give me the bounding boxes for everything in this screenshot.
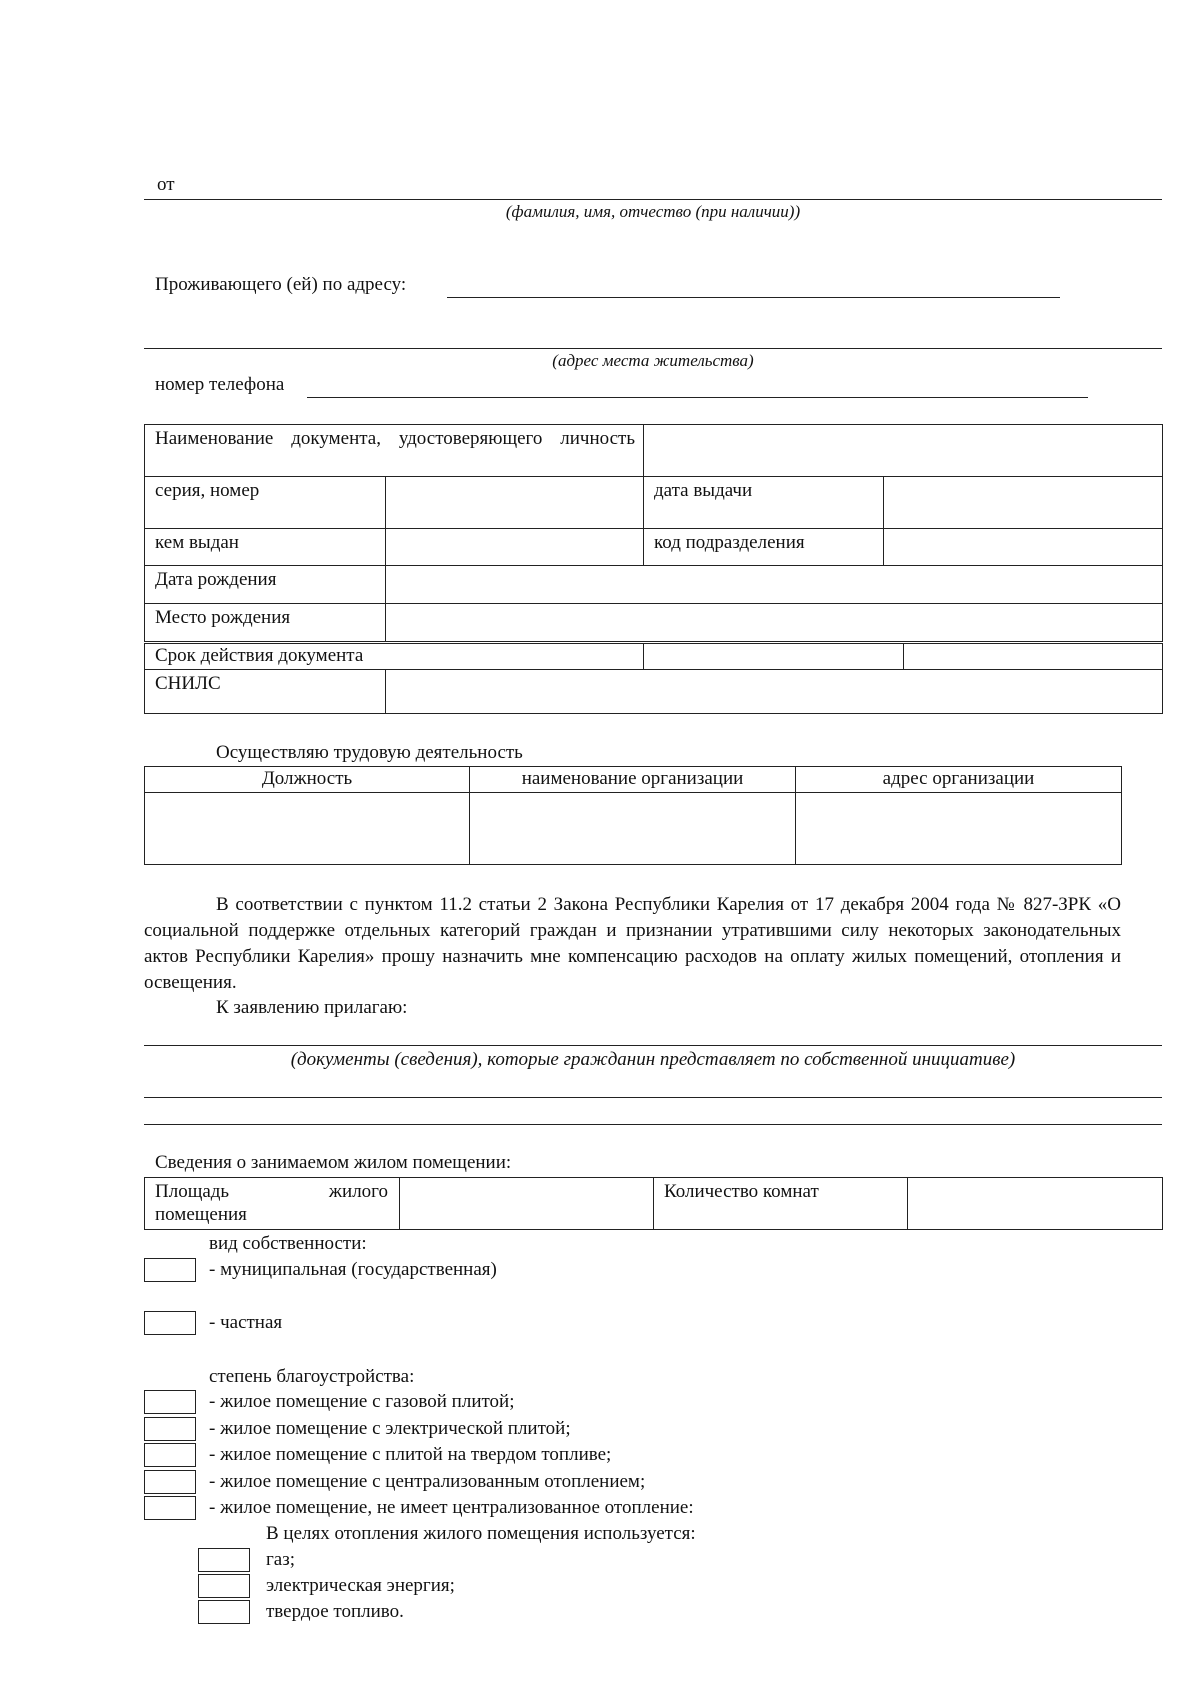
request-paragraph <box>144 892 1121 996</box>
area-label: Площадь жилого помещения <box>155 1181 388 1225</box>
address-label: Проживающего (ей) по адресу: <box>155 274 407 295</box>
heating-gas-checkbox[interactable] <box>198 1548 250 1572</box>
id-document-table <box>144 424 1163 642</box>
validity-table <box>144 643 1163 670</box>
division-code-field[interactable] <box>884 529 1163 566</box>
amenity-central-heating-checkbox[interactable] <box>144 1470 196 1494</box>
heating-electric-checkbox[interactable] <box>198 1574 250 1598</box>
work-table <box>144 766 1122 865</box>
work-intro: Осуществляю трудовую деятельность <box>216 742 523 763</box>
validity-from-field[interactable] <box>644 644 904 670</box>
validity-label: Срок действия документа <box>145 644 644 670</box>
attach-caption: (документы (сведения), которые гражданин представляет по собственной инициативе) <box>290 1049 1016 1070</box>
amenity-no-central-heating-checkbox[interactable] <box>144 1496 196 1520</box>
request-text: В соответствии с пунктом 11.2 статьи 2 Закона Республики Карелия от 17 декабря 2004 года № 827-ЗРК «О социальной поддержке отдельных категорий граждан и признании утратившими силу некоторых законодательных актов Республики Карелия» прошу назначить мне компенсацию расходов на оплату жилых помещений, отопления и освещения. <box>144 894 1121 993</box>
series-field[interactable] <box>386 477 644 529</box>
series-label: серия, номер <box>145 477 386 529</box>
doc-name-label: Наименование документа, удостоверяющего личность <box>155 428 635 449</box>
amenity-central-heating-label: - жилое помещение с централизованным отоплением; <box>209 1471 646 1492</box>
issue-date-label: дата выдачи <box>644 477 884 529</box>
attach-line-1[interactable] <box>144 1045 1162 1046</box>
ownership-private-checkbox[interactable] <box>144 1311 196 1335</box>
snils-table <box>144 669 1163 714</box>
validity-to-field[interactable] <box>904 644 1163 670</box>
ownership-label: вид собственности: <box>209 1233 367 1254</box>
heating-solid-fuel-label: твердое топливо. <box>266 1601 404 1622</box>
amenity-gas-stove-label: - жилое помещение с газовой плитой; <box>209 1391 515 1412</box>
address-caption: (адрес места жительства) <box>552 351 754 370</box>
attach-line-3[interactable] <box>144 1124 1162 1125</box>
name-caption: (фамилия, имя, отчество (при наличии)) <box>505 202 801 221</box>
birth-place-label: Место рождения <box>145 604 386 642</box>
doc-name-cell <box>145 425 644 477</box>
housing-intro: Сведения о занимаемом жилом помещении: <box>155 1152 512 1173</box>
col-position: Должность <box>145 767 470 793</box>
doc-name-field[interactable] <box>644 425 1163 477</box>
area-cell <box>145 1178 400 1230</box>
amenity-gas-stove-checkbox[interactable] <box>144 1390 196 1414</box>
position-field[interactable] <box>145 793 470 865</box>
snils-field[interactable] <box>386 670 1163 714</box>
rooms-label: Количество комнат <box>654 1178 908 1230</box>
attach-label: К заявлению прилагаю: <box>216 997 408 1018</box>
amenity-no-central-heating-label: - жилое помещение, не имеет централизованное отопление: <box>209 1497 694 1518</box>
amenity-electric-stove-checkbox[interactable] <box>144 1417 196 1441</box>
ownership-private-label: - частная <box>209 1312 283 1333</box>
org-name-field[interactable] <box>470 793 796 865</box>
attach-line-2[interactable] <box>144 1097 1162 1098</box>
housing-table <box>144 1177 1163 1230</box>
division-code-label: код подразделения <box>644 529 884 566</box>
address-line-2[interactable] <box>144 348 1162 349</box>
name-line[interactable] <box>144 199 1162 200</box>
issue-date-field[interactable] <box>884 477 1163 529</box>
heating-gas-label: газ; <box>266 1549 296 1570</box>
phone-line[interactable] <box>307 397 1088 398</box>
amenity-solid-fuel-stove-checkbox[interactable] <box>144 1443 196 1467</box>
area-field[interactable] <box>400 1178 654 1230</box>
birth-place-field[interactable] <box>386 604 1163 642</box>
phone-label: номер телефона <box>155 374 285 395</box>
birth-date-label: Дата рождения <box>145 566 386 604</box>
col-org-name: наименование организации <box>470 767 796 793</box>
col-org-address: адрес организации <box>796 767 1122 793</box>
issued-by-label: кем выдан <box>145 529 386 566</box>
amenity-solid-fuel-stove-label: - жилое помещение с плитой на твердом топливе; <box>209 1444 612 1465</box>
ownership-municipal-label: - муниципальная (государственная) <box>209 1259 497 1280</box>
birth-date-field[interactable] <box>386 566 1163 604</box>
issued-by-field[interactable] <box>386 529 644 566</box>
org-address-field[interactable] <box>796 793 1122 865</box>
amenity-electric-stove-label: - жилое помещение с электрической плитой; <box>209 1418 571 1439</box>
heating-electric-label: электрическая энергия; <box>266 1575 455 1596</box>
heating-solid-fuel-checkbox[interactable] <box>198 1600 250 1624</box>
rooms-field[interactable] <box>908 1178 1163 1230</box>
amenities-label: степень благоустройства: <box>209 1366 415 1387</box>
heating-source-label: В целях отопления жилого помещения используется: <box>266 1523 696 1544</box>
from-label: от <box>157 174 175 195</box>
ownership-municipal-checkbox[interactable] <box>144 1258 196 1282</box>
address-line[interactable] <box>447 297 1060 298</box>
snils-label: СНИЛС <box>145 670 386 714</box>
